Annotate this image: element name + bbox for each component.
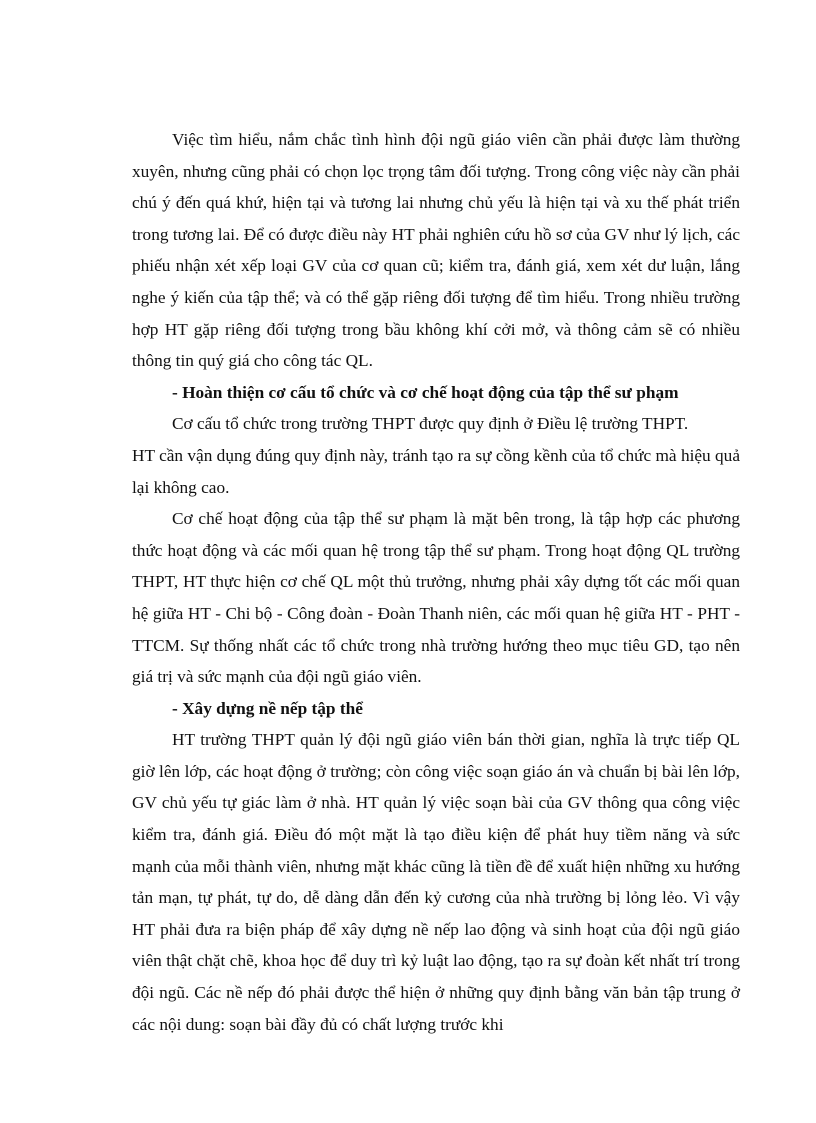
paragraph-org-structure-continued: HT cần vận dụng đúng quy định này, tránh tạo ra sự cồng kềnh của tổ chức mà hiệu quả lại không cao. xyxy=(132,445,740,497)
paragraph-operating-mechanism: Cơ chế hoạt động của tập thể sư phạm là mặt bên trong, là tập hợp các phương thức hoạt động và các mối quan hệ trong tập thể sư phạm. Trong hoạt động QL trường THPT, HT thực hiện cơ chế QL một thủ trưởng, nhưng phải xây dựng tốt các mối quan hệ giữa HT - Chi bộ - Công đoàn - Đoàn Thanh niên, các mối quan hệ giữa HT - PHT - TTCM. Sự thống nhất các tổ chức trong nhà trường hướng theo mục tiêu GD, tạo nên giá trị và sức mạnh của đội ngũ giáo viên. xyxy=(132,509,740,687)
section-heading-discipline: - Xây dựng nề nếp tập thể xyxy=(172,698,363,718)
paragraph-discipline: HT trường THPT quản lý đội ngũ giáo viên bán thời gian, nghĩa là trực tiếp QL giờ lên lớp, các hoạt động ở trường; còn công việc soạn giáo án và chuẩn bị bài lên lớp, GV chủ yếu tự giác làm ở nhà. HT quản lý việc soạn bài của GV thông qua công việc kiểm tra, đánh giá. Điều đó một mặt là tạo điều kiện để phát huy tiềm năng và sức mạnh của mỗi thành viên, nhưng mặt khác cũng là tiền đề để xuất hiện những xu hướng tản mạn, tự phát, tự do, dễ dàng dẫn đến kỷ cương của nhà trường bị lỏng lẻo. Vì vậy HT phải đưa ra biện pháp để xây dựng nề nếp lao động và sinh hoạt của đội ngũ giáo viên thật chặt chẽ, khoa học để duy trì kỷ luật lao động, tạo ra sự đoàn kết nhất trí trong đội ngũ. Các nề nếp đó phải được thể hiện ở những quy định bằng văn bản tập trung ở các nội dung: soạn bài đầy đủ có chất lượng trước khi xyxy=(132,730,740,1034)
section-heading-organization: - Hoàn thiện cơ cấu tổ chức và cơ chế hoạt động của tập thể sư phạm xyxy=(172,382,679,402)
paragraph-org-structure: Cơ cấu tổ chức trong trường THPT được quy định ở Điều lệ trường THPT. xyxy=(172,414,689,434)
document-body xyxy=(132,124,740,1040)
paragraph-teacher-assessment: Việc tìm hiểu, nắm chắc tình hình đội ngũ giáo viên cần phải được làm thường xuyên, nhưng cũng phải có chọn lọc trọng tâm đối tượng. Trong công việc này cần phải chú ý đến quá khứ, hiện tại và tương lai nhưng chủ yếu là hiện tại và xu thế phát triển trong tương lai. Để có được điều này HT phải nghiên cứu hồ sơ của GV như lý lịch, các phiếu nhận xét xếp loại GV của cơ quan cũ; kiểm tra, đánh giá, xem xét dư luận, lắng nghe ý kiến của tập thể; và có thể gặp riêng đối tượng để tìm hiểu. Trong nhiều trường hợp HT gặp riêng đối tượng trong bầu không khí cởi mở, và thông cảm sẽ có nhiều thông tin quý giá cho công tác QL. xyxy=(132,130,740,371)
